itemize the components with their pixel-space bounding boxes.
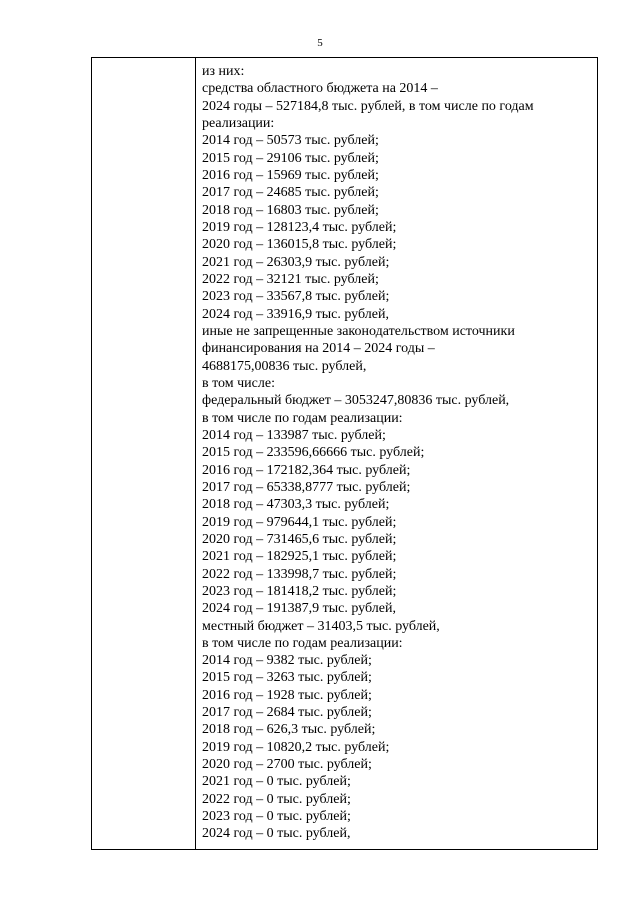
- text-line: 2020 год – 136015,8 тыс. рублей;: [202, 237, 397, 253]
- text-line: 2014 год – 133987 тыс. рублей;: [202, 427, 386, 443]
- text-line: 2023 год – 0 тыс. рублей;: [202, 809, 351, 825]
- text-line: 4688175,00836 тыс. рублей,: [202, 358, 367, 374]
- text-line: из них:: [202, 64, 245, 79]
- text-line: 2024 годы – 527184,8 тыс. рублей, в том числе по годам: [202, 98, 534, 114]
- text-line: 2015 год – 233596,66666 тыс. рублей;: [202, 445, 425, 461]
- text-line: 2024 год – 0 тыс. рублей,: [202, 826, 351, 842]
- text-line: 2017 год – 2684 тыс. рублей;: [202, 705, 372, 721]
- text-line: 2023 год – 181418,2 тыс. рублей;: [202, 583, 397, 599]
- text-line: 2016 год – 1928 тыс. рублей;: [202, 687, 372, 703]
- table-right-column: [196, 58, 597, 849]
- text-line: 2021 год – 0 тыс. рублей;: [202, 774, 351, 790]
- text-line: иные не запрещенные законодательством источники: [202, 323, 515, 339]
- table-left-column: [92, 58, 196, 849]
- text-line: местный бюджет – 31403,5 тыс. рублей,: [202, 618, 440, 634]
- text-line: 2018 год – 626,3 тыс. рублей;: [202, 722, 376, 738]
- text-line: 2024 год – 191387,9 тыс. рублей,: [202, 601, 396, 617]
- text-line: финансирования на 2014 – 2024 годы –: [202, 341, 435, 357]
- text-line: 2019 год – 979644,1 тыс. рублей;: [202, 514, 397, 530]
- page-number: 5: [317, 37, 323, 49]
- text-line: 2019 год – 128123,4 тыс. рублей;: [202, 219, 397, 235]
- text-line: 2022 год – 32121 тыс. рублей;: [202, 271, 379, 287]
- text-line: 2024 год – 33916,9 тыс. рублей,: [202, 306, 389, 322]
- text-line: 2022 год – 133998,7 тыс. рублей;: [202, 566, 397, 582]
- text-line: 2020 год – 2700 тыс. рублей;: [202, 757, 372, 773]
- text-line: в том числе по годам реализации:: [202, 410, 403, 426]
- text-line: 2016 год – 15969 тыс. рублей;: [202, 167, 379, 183]
- text-line: реализации:: [202, 115, 275, 131]
- text-line: 2019 год – 10820,2 тыс. рублей;: [202, 739, 390, 755]
- text-line: 2020 год – 731465,6 тыс. рублей;: [202, 531, 397, 547]
- text-line: 2022 год – 0 тыс. рублей;: [202, 791, 351, 807]
- text-line: 2018 год – 16803 тыс. рублей;: [202, 202, 379, 218]
- text-line: средства областного бюджета на 2014 –: [202, 81, 438, 97]
- text-line: 2014 год – 50573 тыс. рублей;: [202, 133, 379, 149]
- text-line: в том числе:: [202, 375, 275, 391]
- text-line: 2014 год – 9382 тыс. рублей;: [202, 653, 372, 669]
- text-line: 2015 год – 3263 тыс. рублей;: [202, 670, 372, 686]
- document-table: [91, 57, 598, 850]
- text-line: 2021 год – 26303,9 тыс. рублей;: [202, 254, 390, 270]
- text-line: 2017 год – 24685 тыс. рублей;: [202, 185, 379, 201]
- text-line: 2023 год – 33567,8 тыс. рублей;: [202, 289, 390, 305]
- text-line: 2021 год – 182925,1 тыс. рублей;: [202, 549, 397, 565]
- text-line: 2017 год – 65338,8777 тыс. рублей;: [202, 479, 411, 495]
- text-line: 2016 год – 172182,364 тыс. рублей;: [202, 462, 411, 478]
- text-line: 2018 год – 47303,3 тыс. рублей;: [202, 497, 390, 513]
- text-line: в том числе по годам реализации:: [202, 635, 403, 651]
- text-line: 2015 год – 29106 тыс. рублей;: [202, 150, 379, 166]
- text-line: федеральный бюджет – 3053247,80836 тыс. рублей,: [202, 393, 510, 409]
